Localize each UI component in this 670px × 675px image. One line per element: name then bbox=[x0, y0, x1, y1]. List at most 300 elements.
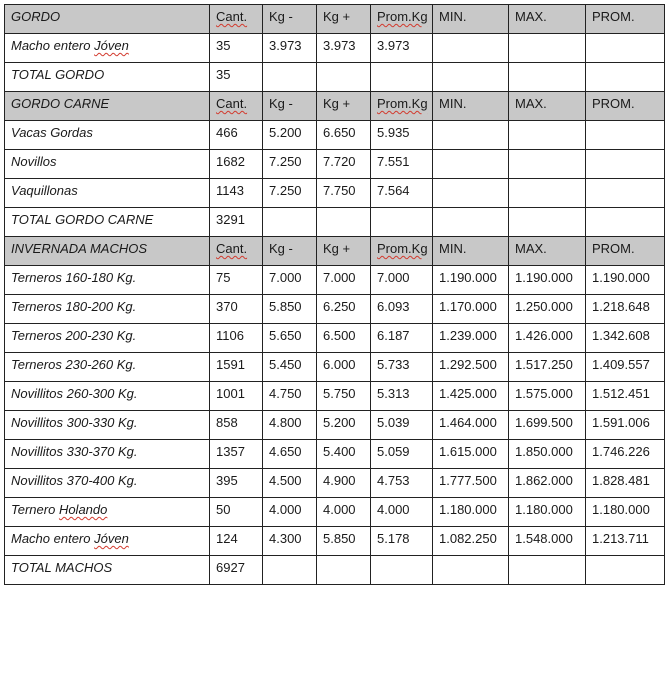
table-cell-text: 6.093 bbox=[377, 299, 410, 314]
row-label bbox=[5, 382, 210, 411]
table-cell bbox=[371, 295, 433, 324]
table-cell-text: 7.564 bbox=[377, 183, 410, 198]
table-cell bbox=[371, 353, 433, 382]
table-cell-text: 1.512.451 bbox=[592, 386, 650, 401]
table-cell bbox=[210, 150, 263, 179]
table-cell bbox=[210, 295, 263, 324]
table-cell bbox=[371, 121, 433, 150]
table-cell-text: 124 bbox=[216, 531, 238, 546]
column-header bbox=[210, 237, 263, 266]
empty-cell bbox=[371, 208, 433, 237]
total-row bbox=[5, 63, 665, 92]
column-header-text: PROM. bbox=[592, 241, 635, 256]
table-cell-text: 1.615.000 bbox=[439, 444, 497, 459]
table-cell bbox=[263, 295, 317, 324]
row-label-text: Macho entero Jóven bbox=[11, 38, 129, 53]
empty-cell bbox=[263, 208, 317, 237]
table-cell-text: 4.650 bbox=[269, 444, 302, 459]
table-cell-text: 5.650 bbox=[269, 328, 302, 343]
column-header bbox=[509, 237, 586, 266]
table-cell bbox=[263, 266, 317, 295]
column-header bbox=[433, 237, 509, 266]
table-row bbox=[5, 121, 665, 150]
table-cell bbox=[263, 498, 317, 527]
row-label-text: Ternero Holando bbox=[11, 502, 108, 517]
empty-cell bbox=[433, 63, 509, 92]
empty-cell bbox=[586, 556, 665, 585]
total-value-text: 3291 bbox=[216, 212, 245, 227]
table-cell-text: 75 bbox=[216, 270, 231, 285]
row-label bbox=[5, 324, 210, 353]
table-cell-text: 7.000 bbox=[377, 270, 410, 285]
table-cell bbox=[509, 469, 586, 498]
section-title-text: INVERNADA MACHOS bbox=[11, 241, 148, 256]
table-row bbox=[5, 295, 665, 324]
table-row bbox=[5, 382, 665, 411]
table-cell bbox=[210, 469, 263, 498]
table-cell bbox=[263, 411, 317, 440]
table-row bbox=[5, 411, 665, 440]
table-cell-text: 1.548.000 bbox=[515, 531, 573, 546]
table-cell-text: 1.850.000 bbox=[515, 444, 573, 459]
section-title-text: GORDO bbox=[11, 9, 61, 24]
table-cell bbox=[210, 527, 263, 556]
section-title bbox=[5, 5, 210, 34]
column-header-text: MAX. bbox=[515, 9, 547, 24]
table-cell bbox=[263, 121, 317, 150]
table-cell-text: 1.425.000 bbox=[439, 386, 497, 401]
table-cell bbox=[317, 411, 371, 440]
row-label bbox=[5, 469, 210, 498]
empty-cell bbox=[509, 63, 586, 92]
table-cell bbox=[509, 498, 586, 527]
column-header bbox=[586, 237, 665, 266]
column-header-text: MAX. bbox=[515, 241, 547, 256]
row-label bbox=[5, 34, 210, 63]
table-cell-text: 1.699.500 bbox=[515, 415, 573, 430]
table-cell-text: 7.000 bbox=[269, 270, 302, 285]
table-cell-text: 5.733 bbox=[377, 357, 410, 372]
spellcheck-underline: Holando bbox=[58, 502, 108, 517]
table-cell-text: 6.000 bbox=[323, 357, 356, 372]
column-header bbox=[210, 92, 263, 121]
row-label bbox=[5, 150, 210, 179]
table-cell bbox=[371, 150, 433, 179]
column-header-text: Kg - bbox=[269, 9, 293, 24]
column-header bbox=[317, 5, 371, 34]
row-label bbox=[5, 440, 210, 469]
table-cell bbox=[433, 266, 509, 295]
table-cell-text: 6.500 bbox=[323, 328, 356, 343]
table-cell-text: 35 bbox=[216, 38, 231, 53]
table-cell-text: 7.750 bbox=[323, 183, 356, 198]
table-cell-text: 1.575.000 bbox=[515, 386, 573, 401]
empty-cell bbox=[263, 63, 317, 92]
table-cell bbox=[263, 469, 317, 498]
column-header-text: MIN. bbox=[439, 96, 467, 111]
row-label bbox=[5, 353, 210, 382]
column-header-text: Kg - bbox=[269, 241, 293, 256]
table-cell bbox=[586, 382, 665, 411]
table-cell bbox=[317, 34, 371, 63]
column-header bbox=[263, 237, 317, 266]
table-cell-text: 7.250 bbox=[269, 183, 302, 198]
table-cell bbox=[317, 266, 371, 295]
table-cell bbox=[210, 498, 263, 527]
table-cell bbox=[586, 179, 665, 208]
table-cell bbox=[210, 34, 263, 63]
spellcheck-underline: Jóven bbox=[94, 531, 129, 546]
column-header bbox=[210, 5, 263, 34]
table-cell bbox=[433, 498, 509, 527]
empty-cell bbox=[371, 63, 433, 92]
row-label-text: Terneros 180-200 Kg. bbox=[11, 299, 137, 314]
table-cell bbox=[317, 121, 371, 150]
table-row bbox=[5, 266, 665, 295]
table-cell-text: 1143 bbox=[216, 183, 244, 198]
table-cell-text: 1.190.000 bbox=[515, 270, 573, 285]
row-label-text: Macho entero Jóven bbox=[11, 531, 129, 546]
table-cell-text: 1.082.250 bbox=[439, 531, 497, 546]
table-cell bbox=[433, 469, 509, 498]
row-label-text: Novillitos 260-300 Kg. bbox=[11, 386, 138, 401]
table-row bbox=[5, 469, 665, 498]
table-cell-text: 5.039 bbox=[377, 415, 410, 430]
empty-cell bbox=[263, 556, 317, 585]
table-cell-text: 5.750 bbox=[323, 386, 356, 401]
column-header-text: Prom.Kg bbox=[377, 9, 428, 24]
table-cell bbox=[371, 411, 433, 440]
table-cell bbox=[433, 411, 509, 440]
table-cell bbox=[586, 34, 665, 63]
row-label-text: Vaquillonas bbox=[11, 183, 78, 198]
table-cell bbox=[210, 353, 263, 382]
empty-cell bbox=[433, 556, 509, 585]
table-cell bbox=[433, 324, 509, 353]
row-label-text: Novillitos 330-370 Kg. bbox=[11, 444, 138, 459]
empty-cell bbox=[317, 556, 371, 585]
table-cell-text: 6.187 bbox=[377, 328, 410, 343]
table-cell bbox=[371, 266, 433, 295]
table-cell-text: 5.850 bbox=[323, 531, 356, 546]
table-row bbox=[5, 353, 665, 382]
total-label bbox=[5, 208, 210, 237]
column-header-text: Kg + bbox=[323, 9, 351, 24]
table-cell bbox=[586, 150, 665, 179]
table-cell bbox=[371, 440, 433, 469]
table-cell bbox=[509, 295, 586, 324]
table-cell bbox=[586, 295, 665, 324]
table-cell-text: 395 bbox=[216, 473, 238, 488]
table-row bbox=[5, 440, 665, 469]
table-cell bbox=[317, 324, 371, 353]
table-cell-text: 7.720 bbox=[323, 154, 356, 169]
total-row bbox=[5, 208, 665, 237]
column-header bbox=[317, 92, 371, 121]
column-header-text: Kg + bbox=[323, 241, 351, 256]
table-cell bbox=[263, 34, 317, 63]
column-header bbox=[371, 5, 433, 34]
table-cell bbox=[433, 527, 509, 556]
row-label-text: Vacas Gordas bbox=[11, 125, 93, 140]
table-cell-text: 1357 bbox=[216, 444, 245, 459]
column-header bbox=[509, 92, 586, 121]
section-title bbox=[5, 237, 210, 266]
table-cell-text: 1.409.557 bbox=[592, 357, 650, 372]
table-cell-text: 3.973 bbox=[269, 38, 302, 53]
empty-cell bbox=[586, 208, 665, 237]
column-header-text: Cant. bbox=[216, 9, 248, 24]
row-label bbox=[5, 295, 210, 324]
table-cell bbox=[371, 179, 433, 208]
table-cell-text: 1.213.711 bbox=[592, 531, 649, 546]
row-label bbox=[5, 266, 210, 295]
table-cell-text: 4.753 bbox=[377, 473, 410, 488]
table-cell bbox=[263, 179, 317, 208]
table-cell bbox=[210, 121, 263, 150]
total-label bbox=[5, 63, 210, 92]
empty-cell bbox=[371, 556, 433, 585]
table-cell bbox=[263, 150, 317, 179]
table-cell-text: 1.170.000 bbox=[439, 299, 497, 314]
table-cell bbox=[317, 179, 371, 208]
table-cell bbox=[586, 411, 665, 440]
empty-cell bbox=[433, 208, 509, 237]
table-row bbox=[5, 324, 665, 353]
table-cell bbox=[509, 150, 586, 179]
table-cell-text: 5.178 bbox=[377, 531, 410, 546]
table-cell bbox=[433, 150, 509, 179]
table-cell-text: 1.828.481 bbox=[592, 473, 650, 488]
total-label-text: TOTAL MACHOS bbox=[11, 560, 113, 575]
table-cell-text: 7.551 bbox=[377, 154, 410, 169]
table-cell-text: 1.180.000 bbox=[439, 502, 497, 517]
column-header-text: MIN. bbox=[439, 9, 467, 24]
table-cell-text: 1.464.000 bbox=[439, 415, 497, 430]
column-header-text: Kg - bbox=[269, 96, 293, 111]
table-cell bbox=[371, 498, 433, 527]
column-header-text: Prom.Kg bbox=[377, 96, 428, 111]
table-cell bbox=[433, 295, 509, 324]
total-value-text: 35 bbox=[216, 67, 231, 82]
column-header bbox=[263, 92, 317, 121]
column-header-text: Cant. bbox=[216, 241, 248, 256]
table-cell bbox=[433, 34, 509, 63]
table-cell bbox=[509, 411, 586, 440]
column-header-text: MIN. bbox=[439, 241, 467, 256]
column-header bbox=[433, 92, 509, 121]
column-header bbox=[586, 92, 665, 121]
table-cell bbox=[371, 324, 433, 353]
column-header-text: MAX. bbox=[515, 96, 547, 111]
table-cell-text: 1.746.226 bbox=[592, 444, 650, 459]
table-cell-text: 1.190.000 bbox=[592, 270, 650, 285]
table-cell-text: 5.059 bbox=[377, 444, 410, 459]
row-label bbox=[5, 179, 210, 208]
column-header bbox=[371, 237, 433, 266]
livestock-price-table bbox=[4, 4, 665, 585]
table-cell-text: 1001 bbox=[216, 386, 245, 401]
table-cell-text: 4.000 bbox=[269, 502, 302, 517]
total-row bbox=[5, 556, 665, 585]
section-header-row bbox=[5, 5, 665, 34]
empty-cell bbox=[317, 63, 371, 92]
total-label-text: TOTAL GORDO bbox=[11, 67, 105, 82]
column-header bbox=[317, 237, 371, 266]
row-label-text: Novillos bbox=[11, 154, 57, 169]
table-cell bbox=[433, 440, 509, 469]
column-header-text: Kg + bbox=[323, 96, 351, 111]
table-cell-text: 4.800 bbox=[269, 415, 302, 430]
table-cell-text: 1.342.608 bbox=[592, 328, 650, 343]
row-label-text: Terneros 200-230 Kg. bbox=[11, 328, 137, 343]
table-cell-text: 1106 bbox=[216, 328, 244, 343]
column-header-text: Cant. bbox=[216, 96, 248, 111]
table-cell bbox=[317, 382, 371, 411]
table-cell bbox=[509, 266, 586, 295]
section-title-text: GORDO CARNE bbox=[11, 96, 110, 111]
table-cell bbox=[210, 411, 263, 440]
table-cell-text: 1.426.000 bbox=[515, 328, 573, 343]
table-cell-text: 1.517.250 bbox=[515, 357, 573, 372]
row-label bbox=[5, 121, 210, 150]
table-cell bbox=[586, 469, 665, 498]
table-cell-text: 1.862.000 bbox=[515, 473, 573, 488]
empty-cell bbox=[317, 208, 371, 237]
table-cell bbox=[509, 179, 586, 208]
table-cell bbox=[586, 440, 665, 469]
table-cell-text: 1.591.006 bbox=[592, 415, 650, 430]
empty-cell bbox=[509, 208, 586, 237]
row-label bbox=[5, 527, 210, 556]
table-cell-text: 6.650 bbox=[323, 125, 356, 140]
row-label-text: Novillitos 300-330 Kg. bbox=[11, 415, 138, 430]
table-cell-text: 466 bbox=[216, 125, 238, 140]
table-cell-text: 1.239.000 bbox=[439, 328, 497, 343]
table-row bbox=[5, 498, 665, 527]
table-cell bbox=[210, 266, 263, 295]
table-cell-text: 4.000 bbox=[323, 502, 356, 517]
table-row bbox=[5, 150, 665, 179]
table-cell bbox=[433, 179, 509, 208]
table-cell-text: 1.180.000 bbox=[592, 502, 650, 517]
table-cell-text: 3.973 bbox=[323, 38, 356, 53]
table-cell bbox=[317, 440, 371, 469]
table-cell-text: 7.000 bbox=[323, 270, 356, 285]
empty-cell bbox=[509, 556, 586, 585]
total-label bbox=[5, 556, 210, 585]
table-cell-text: 1682 bbox=[216, 154, 245, 169]
table-cell-text: 7.250 bbox=[269, 154, 302, 169]
column-header bbox=[509, 5, 586, 34]
table-cell bbox=[433, 353, 509, 382]
table-cell-text: 1.777.500 bbox=[439, 473, 497, 488]
total-value bbox=[210, 556, 263, 585]
table-cell bbox=[263, 324, 317, 353]
table-cell bbox=[371, 527, 433, 556]
column-header-text: PROM. bbox=[592, 9, 635, 24]
table-cell-text: 5.313 bbox=[377, 386, 410, 401]
table-cell bbox=[509, 34, 586, 63]
table-cell-text: 1.292.500 bbox=[439, 357, 497, 372]
table-cell bbox=[586, 527, 665, 556]
section-header-row bbox=[5, 92, 665, 121]
spellcheck-underline: Jóven bbox=[94, 38, 129, 53]
total-label-text: TOTAL GORDO CARNE bbox=[11, 212, 154, 227]
table-cell bbox=[586, 121, 665, 150]
row-label-text: Terneros 160-180 Kg. bbox=[11, 270, 137, 285]
row-label bbox=[5, 411, 210, 440]
table-cell-text: 5.935 bbox=[377, 125, 410, 140]
table-cell bbox=[210, 382, 263, 411]
row-label bbox=[5, 498, 210, 527]
table-cell bbox=[210, 324, 263, 353]
empty-cell bbox=[586, 63, 665, 92]
table-row bbox=[5, 527, 665, 556]
column-header bbox=[586, 5, 665, 34]
table-cell bbox=[371, 34, 433, 63]
table-cell bbox=[433, 382, 509, 411]
column-header-text: PROM. bbox=[592, 96, 635, 111]
table-cell bbox=[509, 353, 586, 382]
table-cell-text: 1.190.000 bbox=[439, 270, 497, 285]
table-cell bbox=[509, 440, 586, 469]
table-cell-text: 1.218.648 bbox=[592, 299, 650, 314]
column-header-text: Prom.Kg bbox=[377, 241, 428, 256]
table-cell bbox=[586, 498, 665, 527]
table-cell bbox=[317, 527, 371, 556]
column-header bbox=[433, 5, 509, 34]
table-row bbox=[5, 34, 665, 63]
table-cell-text: 6.250 bbox=[323, 299, 356, 314]
section-title bbox=[5, 92, 210, 121]
table-cell bbox=[210, 179, 263, 208]
table-cell-text: 1.250.000 bbox=[515, 299, 573, 314]
table-body bbox=[5, 5, 665, 585]
table-cell-text: 858 bbox=[216, 415, 238, 430]
table-cell bbox=[210, 440, 263, 469]
row-label-text: Terneros 230-260 Kg. bbox=[11, 357, 137, 372]
section-header-row bbox=[5, 237, 665, 266]
table-cell bbox=[263, 527, 317, 556]
table-cell bbox=[317, 353, 371, 382]
table-cell bbox=[317, 150, 371, 179]
total-value bbox=[210, 63, 263, 92]
table-cell-text: 5.850 bbox=[269, 299, 302, 314]
table-cell-text: 5.200 bbox=[269, 125, 302, 140]
table-cell bbox=[509, 382, 586, 411]
column-header bbox=[371, 92, 433, 121]
table-cell-text: 3.973 bbox=[377, 38, 410, 53]
table-cell-text: 50 bbox=[216, 502, 231, 517]
table-cell-text: 4.900 bbox=[323, 473, 356, 488]
total-value bbox=[210, 208, 263, 237]
table-cell bbox=[509, 527, 586, 556]
table-cell-text: 1.180.000 bbox=[515, 502, 573, 517]
table-cell-text: 5.450 bbox=[269, 357, 302, 372]
table-cell-text: 4.750 bbox=[269, 386, 302, 401]
total-value-text: 6927 bbox=[216, 560, 245, 575]
table-cell bbox=[509, 324, 586, 353]
table-cell-text: 5.400 bbox=[323, 444, 356, 459]
table-cell bbox=[317, 498, 371, 527]
table-cell bbox=[317, 295, 371, 324]
table-cell bbox=[586, 353, 665, 382]
table-cell-text: 4.300 bbox=[269, 531, 302, 546]
table-cell-text: 1591 bbox=[216, 357, 245, 372]
table-cell bbox=[371, 469, 433, 498]
table-row bbox=[5, 179, 665, 208]
